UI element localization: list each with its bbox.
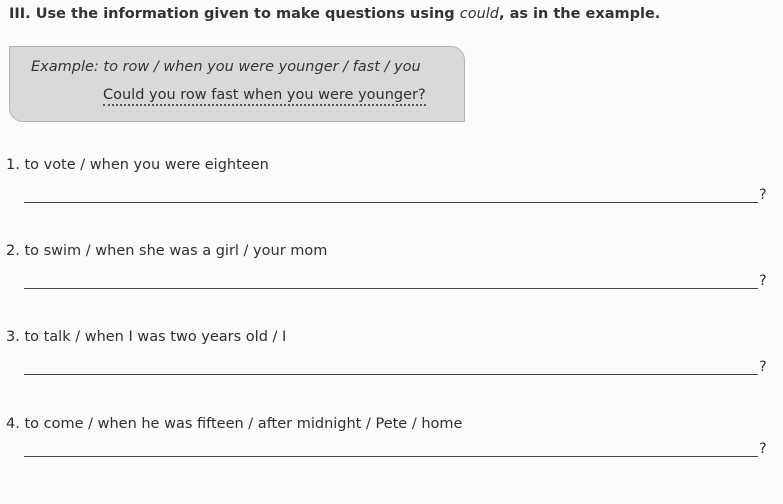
- instruction-text: Use the information given to make questions using: [35, 6, 455, 22]
- example-box: [9, 46, 465, 122]
- exercise-number: III.: [9, 6, 31, 22]
- question-4-mark: ?: [759, 441, 767, 457]
- example-prompt: Example: to row / when you were younger / fast / you: [31, 59, 421, 75]
- example-answer: Could you row fast when you were younger?: [103, 87, 426, 106]
- question-3-mark: ?: [759, 359, 767, 375]
- instruction-text-end: , as in the example.: [499, 6, 661, 22]
- question-4-prompt: 4. to come / when he was fifteen / after midnight / Pete / home: [6, 416, 463, 432]
- question-3-answer-line[interactable]: [24, 374, 758, 375]
- question-3-prompt: 3. to talk / when I was two years old / I: [6, 329, 287, 345]
- question-1-answer-line[interactable]: [24, 202, 758, 203]
- question-2-answer-line[interactable]: [24, 288, 758, 289]
- instruction-italic-word: could: [459, 6, 500, 22]
- question-1-prompt: 1. to vote / when you were eighteen: [6, 157, 269, 173]
- question-1-mark: ?: [759, 187, 767, 203]
- question-4-answer-line[interactable]: [24, 456, 758, 457]
- question-2-prompt: 2. to swim / when she was a girl / your mom: [6, 243, 328, 259]
- question-2-mark: ?: [759, 273, 767, 289]
- exercise-instruction: [9, 6, 660, 22]
